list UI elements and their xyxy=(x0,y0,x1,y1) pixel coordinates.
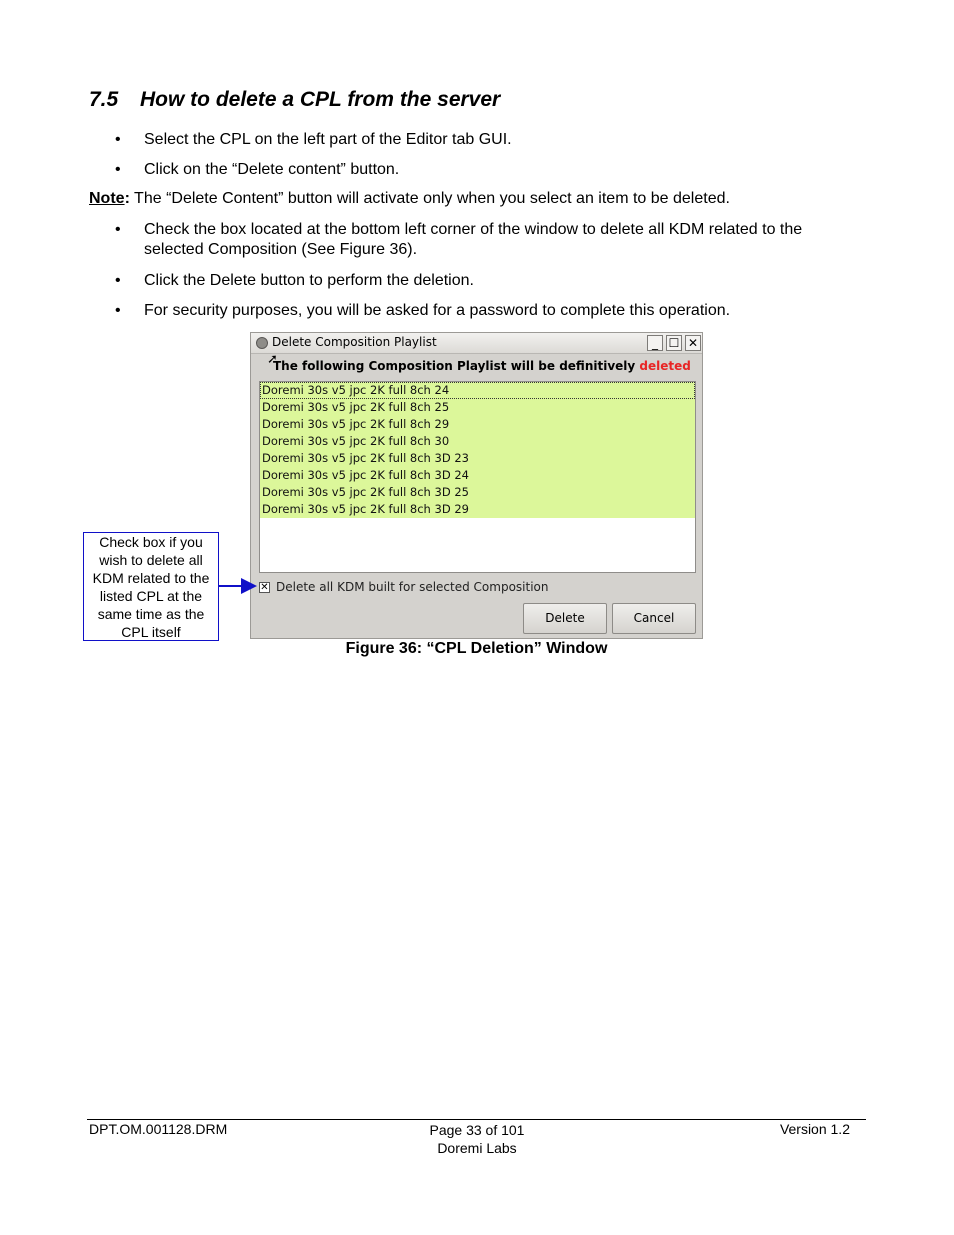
dialog-message xyxy=(273,359,691,373)
bullet-symbol: • xyxy=(115,221,121,238)
bullet-text: Click on the “Delete content” button. xyxy=(144,161,400,178)
delete-kdm-checkbox[interactable]: ✕ xyxy=(260,582,269,593)
maximize-icon[interactable]: ☐ xyxy=(666,335,682,351)
cpl-list[interactable] xyxy=(259,381,696,573)
mouse-cursor-icon: ➚ xyxy=(267,352,278,367)
message-text: The following Composition Playlist will be definitively xyxy=(273,359,640,373)
footer-version: Version 1.2 xyxy=(779,1121,850,1137)
minimize-icon[interactable]: _ xyxy=(647,335,663,351)
section-heading xyxy=(89,88,500,112)
callout-arrow-icon xyxy=(219,576,259,596)
note-paragraph xyxy=(89,189,730,209)
list-item[interactable]: Doremi 30s v5 jpc 2K full 8ch 25 xyxy=(260,399,695,416)
footer-center xyxy=(377,1121,577,1157)
note-colon: : xyxy=(124,190,130,207)
message-emphasis: deleted xyxy=(639,359,691,373)
footer-page: Page 33 of 101 xyxy=(429,1122,525,1138)
list-item[interactable]: Doremi 30s v5 jpc 2K full 8ch 3D 23 xyxy=(260,450,695,467)
bullet-text: Select the CPL on the left part of the Editor tab GUI. xyxy=(144,131,512,148)
bullet-symbol: • xyxy=(115,272,121,289)
delete-button[interactable]: Delete xyxy=(523,603,607,634)
figure-caption: Figure 36: “CPL Deletion” Window xyxy=(345,640,608,657)
bullet-text: Check the box located at the bottom left corner of the window to delete all KDM related to the selected Composition (See Figure 36). xyxy=(144,221,803,258)
dialog-titlebar[interactable] xyxy=(251,333,702,354)
section-number: 7.5 xyxy=(89,88,119,111)
list-item[interactable]: Doremi 30s v5 jpc 2K full 8ch 3D 25 xyxy=(260,484,695,501)
footer-divider xyxy=(87,1119,866,1120)
close-icon[interactable]: ✕ xyxy=(685,335,701,351)
dialog-title: Delete Composition Playlist xyxy=(272,335,437,349)
list-item[interactable]: Doremi 30s v5 jpc 2K full 8ch 3D 24 xyxy=(260,467,695,484)
list-item[interactable]: Doremi 30s v5 jpc 2K full 8ch 30 xyxy=(260,433,695,450)
list-item[interactable]: Doremi 30s v5 jpc 2K full 8ch 3D 29 xyxy=(260,501,695,518)
bullet-symbol: • xyxy=(115,131,121,148)
cancel-button[interactable]: Cancel xyxy=(612,603,696,634)
list-item[interactable]: Doremi 30s v5 jpc 2K full 8ch 29 xyxy=(260,416,695,433)
section-title: How to delete a CPL from the server xyxy=(140,88,501,111)
bullet-symbol: • xyxy=(115,161,121,178)
note-label: Note xyxy=(89,190,125,207)
bullet-text: For security purposes, you will be asked for a password to complete this operation. xyxy=(144,302,731,319)
list-item[interactable]: Doremi 30s v5 jpc 2K full 8ch 24 xyxy=(260,382,695,399)
delete-cpl-dialog xyxy=(250,332,703,639)
bullet-text: Click the Delete button to perform the deletion. xyxy=(144,272,474,289)
app-icon xyxy=(256,337,268,349)
footer-company: Doremi Labs xyxy=(437,1140,517,1156)
footer-doc-id: DPT.OM.001128.DRM xyxy=(89,1121,228,1137)
delete-kdm-checkbox-label[interactable]: Delete all KDM built for selected Composition xyxy=(276,580,549,594)
callout-box: Check box if you wish to delete all KDM related to the listed CPL at the same time as the CPL itself xyxy=(83,532,219,641)
bullet-symbol: • xyxy=(115,302,121,319)
note-text: The “Delete Content” button will activate only when you select an item to be deleted. xyxy=(129,190,730,207)
